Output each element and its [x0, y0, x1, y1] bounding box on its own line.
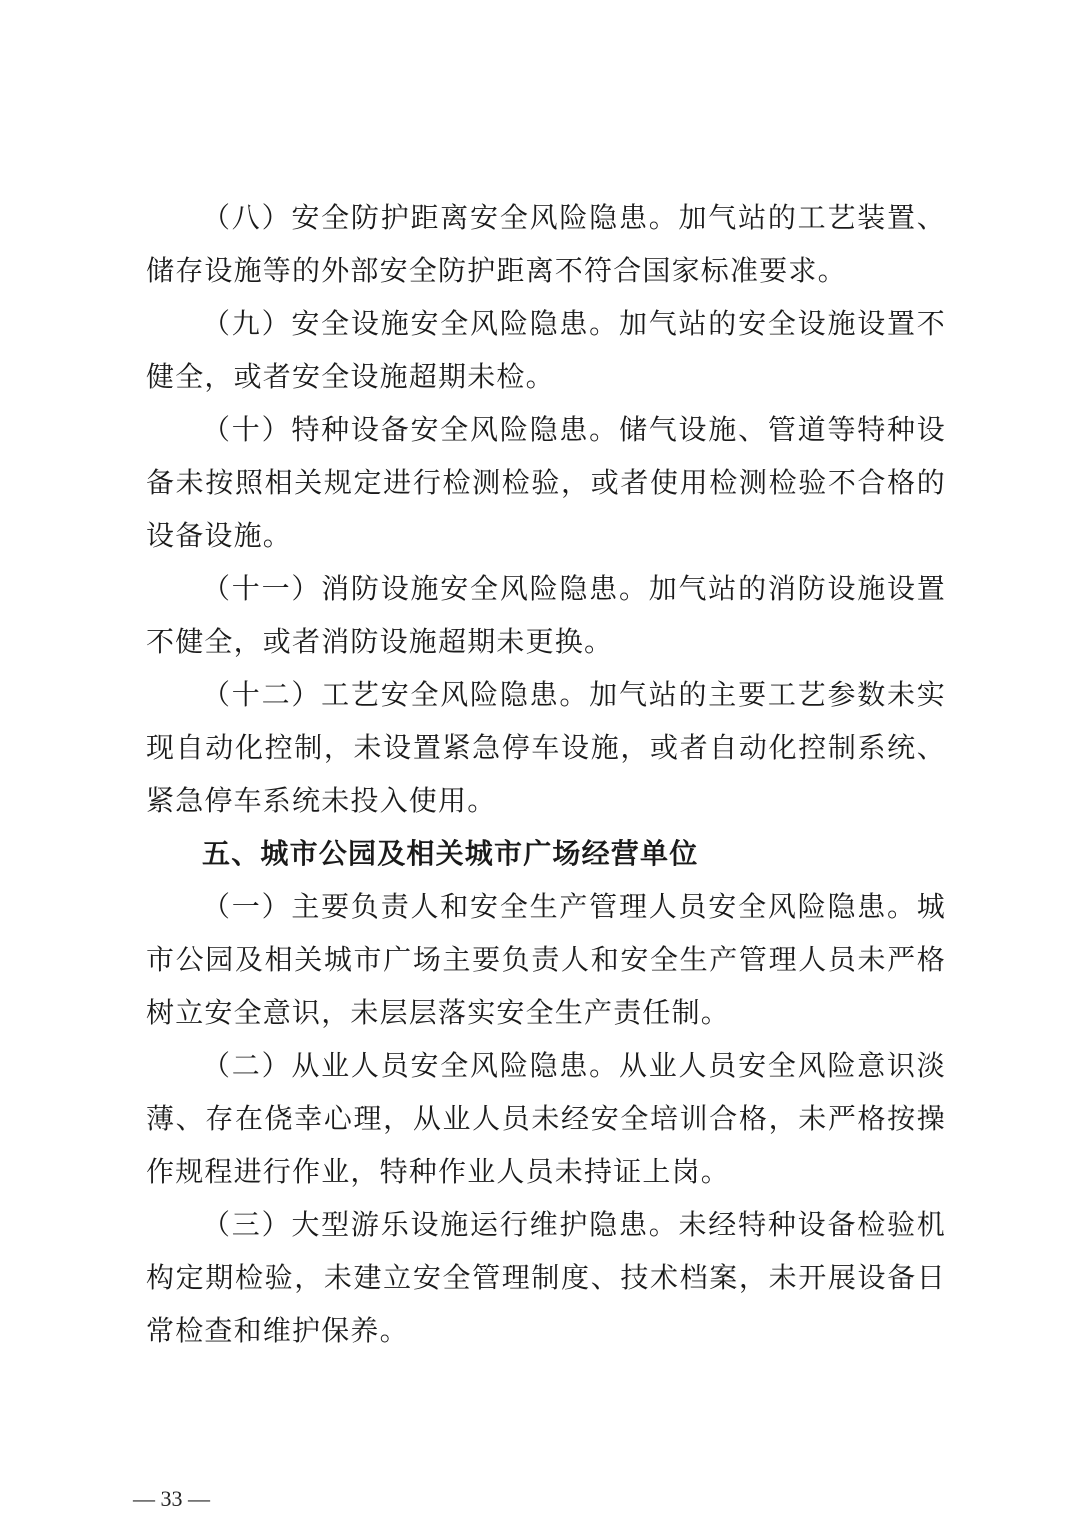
paragraph-item-12: （十二）工艺安全风险隐患。加气站的主要工艺参数未实现自动化控制，未设置紧急停车设施，或者自动化控制系统、紧急停车系统未投入使用。 [146, 678, 946, 817]
section-paragraph-3: （三）大型游乐设施运行维护隐患。未经特种设备检验机构定期检验，未建立安全管理制度、技术档案，未开展设备日常检查和维护保养。 [146, 1208, 946, 1347]
paragraph-item-8: （八）安全防护距离安全风险隐患。加气站的工艺装置、储存设施等的外部安全防护距离不符合国家标准要求。 [146, 201, 946, 287]
document-body [146, 191, 946, 1357]
paragraph-item-9: （九）安全设施安全风险隐患。加气站的安全设施设置不健全，或者安全设施超期未检。 [146, 307, 946, 393]
section-heading: 五、城市公园及相关城市广场经营单位 [202, 837, 699, 870]
paragraph-item-11: （十一）消防设施安全风险隐患。加气站的消防设施设置不健全，或者消防设施超期未更换。 [146, 572, 946, 658]
page-number: — 33 — [133, 1486, 210, 1511]
section-paragraph-1: （一）主要负责人和安全生产管理人员安全风险隐患。城市公园及相关城市广场主要负责人和安全生产管理人员未严格树立安全意识，未层层落实安全生产责任制。 [146, 890, 946, 1029]
paragraph-item-10: （十）特种设备安全风险隐患。储气设施、管道等特种设备未按照相关规定进行检测检验，或者使用检测检验不合格的设备设施。 [146, 413, 946, 552]
section-paragraph-2: （二）从业人员安全风险隐患。从业人员安全风险意识淡薄、存在侥幸心理，从业人员未经安全培训合格，未严格按操作规程进行作业，特种作业人员未持证上岗。 [146, 1049, 946, 1188]
